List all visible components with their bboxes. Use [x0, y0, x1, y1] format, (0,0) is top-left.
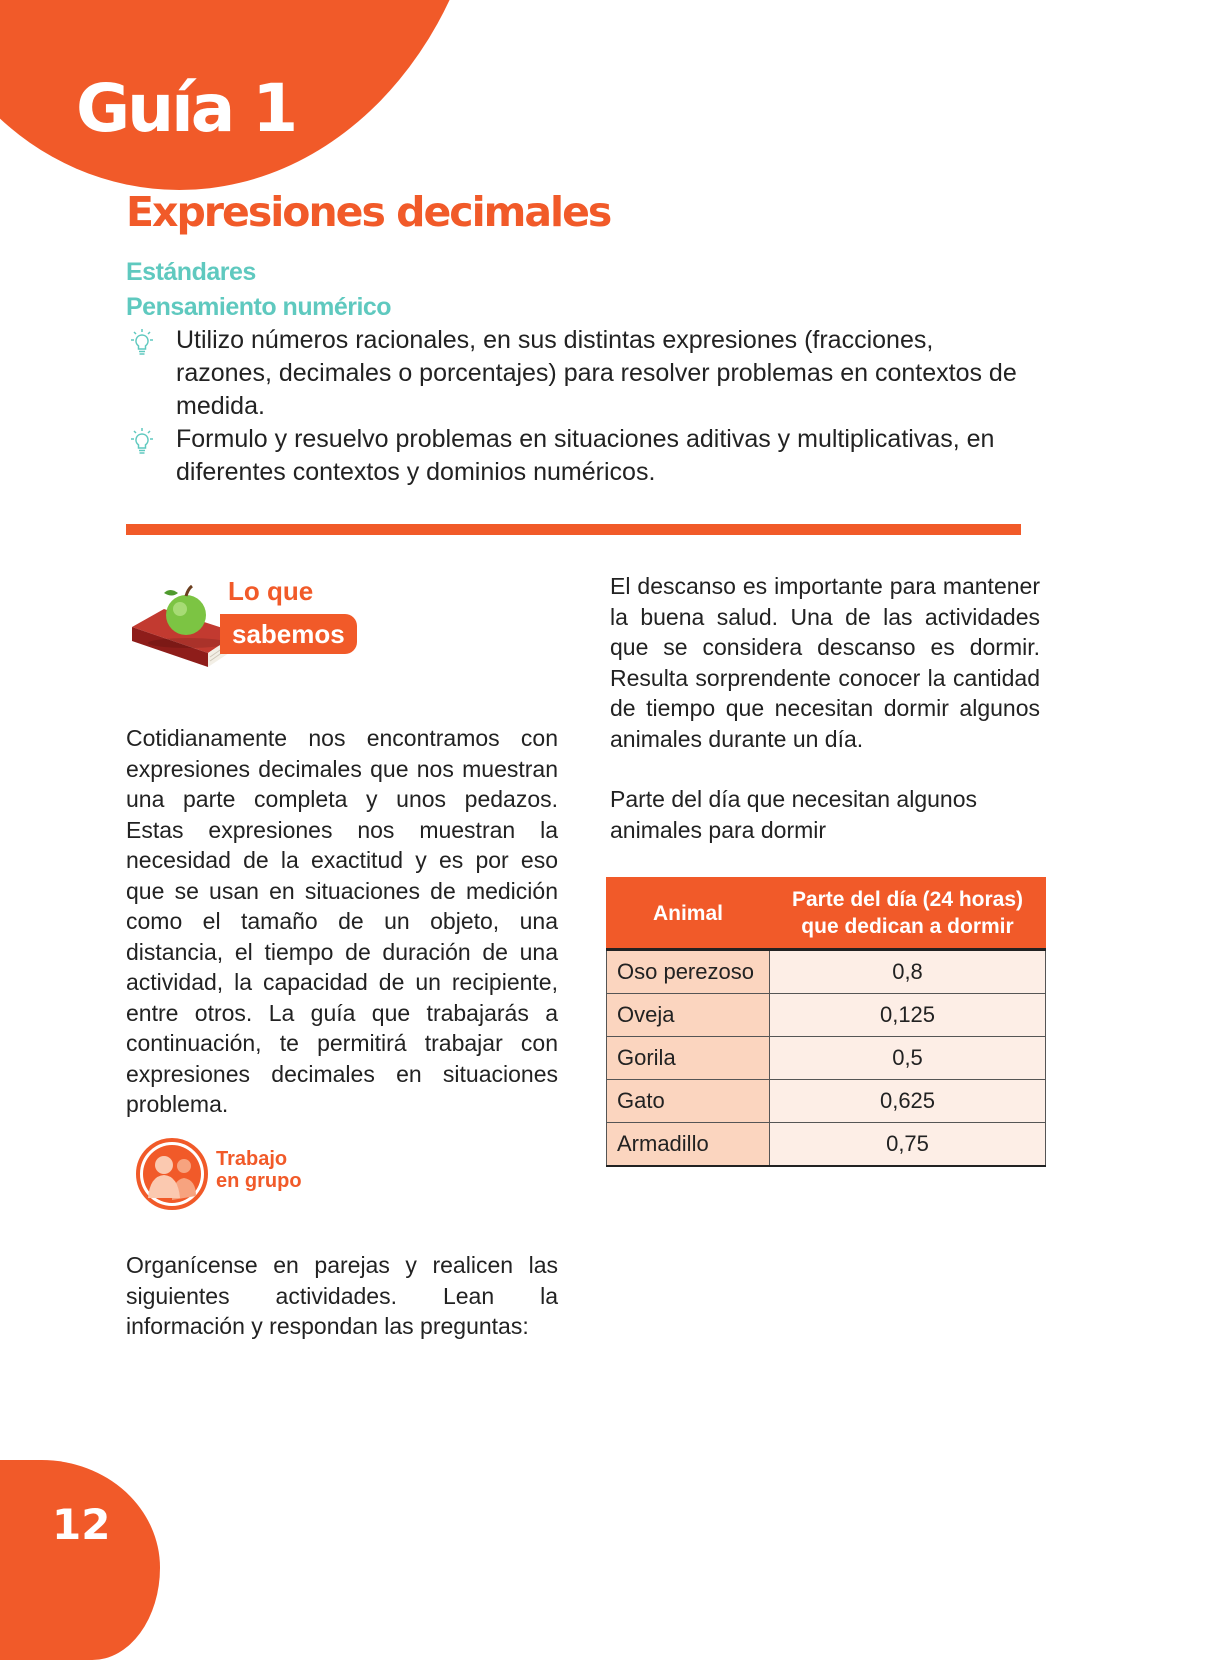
left-column: [126, 723, 558, 1120]
left-column-group: [126, 1250, 558, 1342]
animal-cell: Gorila: [607, 1037, 770, 1080]
table-row: [607, 1080, 1046, 1123]
lightbulb-icon: [126, 427, 158, 459]
intro-text: El descanso es importante para mantener la buena salud. Una de las actividades que se considera descanso es dormir. Resulta sorprendente conocer la cantidad de tiempo que necesitan dormir algunos animales durante un día.: [610, 573, 1040, 752]
trabajo-label-line2: en grupo: [216, 1170, 302, 1192]
animal-cell: Oveja: [607, 994, 770, 1037]
page-title: Expresiones decimales: [126, 188, 611, 236]
standard-item: [126, 324, 1026, 423]
section-divider: [126, 524, 1021, 535]
value-cell: 0,5: [770, 1037, 1046, 1080]
guide-label: Guía 1: [76, 70, 296, 147]
lightbulb-icon: [126, 328, 158, 360]
standards-list: [126, 324, 1026, 489]
value-cell: 0,625: [770, 1080, 1046, 1123]
standards-heading: Estándares: [126, 258, 256, 286]
sleep-table: [606, 877, 1046, 1167]
group-people-icon: [136, 1138, 208, 1210]
column-header-fraction: Parte del día (24 horas) que dedican a dormir: [770, 878, 1046, 950]
animal-cell: Oso perezoso: [607, 950, 770, 994]
table-row: [607, 950, 1046, 994]
column-header-animal: Animal: [607, 878, 770, 950]
trabajo-label-line1: Trabajo: [216, 1148, 288, 1170]
standard-text: Formulo y resuelvo problemas en situaciones aditivas y multiplicativas, en diferentes contextos y dominios numéricos.: [176, 425, 995, 486]
animal-cell: Armadillo: [607, 1123, 770, 1167]
table-header-row: [607, 878, 1046, 950]
value-cell: 0,8: [770, 950, 1046, 994]
lo-que-sabemos-text: Cotidianamente nos encontramos con expresiones decimales que nos muestran una parte completa y unos pedazos. Estas expresiones nos muestran la necesidad de la exactitud y es por eso que se usan en situaciones de medición como el tamaño de un objeto, una distancia, el tiempo de duración de una actividad, la capacidad de un recipiente, entre otros. La guía que trabajarás a continuación, te permitirá trabajar con expresiones decimales en situaciones problema.: [126, 725, 558, 1117]
table-row: [607, 1037, 1046, 1080]
table-caption-block: [610, 784, 1040, 845]
animal-cell: Gato: [607, 1080, 770, 1123]
value-cell: 0,75: [770, 1123, 1046, 1167]
standard-text: Utilizo números racionales, en sus distintas expresiones (fracciones, razones, decimales o porcentajes) para resolver problemas en contextos de medida.: [176, 326, 1017, 420]
page-number: 12: [52, 1500, 111, 1549]
trabajo-en-grupo-label: [216, 1148, 302, 1192]
lo-que-sabemos-label: Lo que: [228, 576, 314, 606]
standards-subheading: Pensamiento numérico: [126, 293, 392, 321]
table-row: [607, 1123, 1046, 1167]
table-row: [607, 994, 1046, 1037]
footer-shape: [0, 1460, 160, 1660]
value-cell: 0,125: [770, 994, 1046, 1037]
right-column: [610, 571, 1040, 754]
standard-item: [126, 423, 1026, 489]
trabajo-en-grupo-text: Organícense en parejas y realicen las siguientes actividades. Lean la información y respondan las preguntas:: [126, 1252, 558, 1339]
lo-que-sabemos-pill: sabemos: [220, 614, 357, 654]
table-caption: Parte del día que necesitan algunos animales para dormir: [610, 786, 977, 843]
